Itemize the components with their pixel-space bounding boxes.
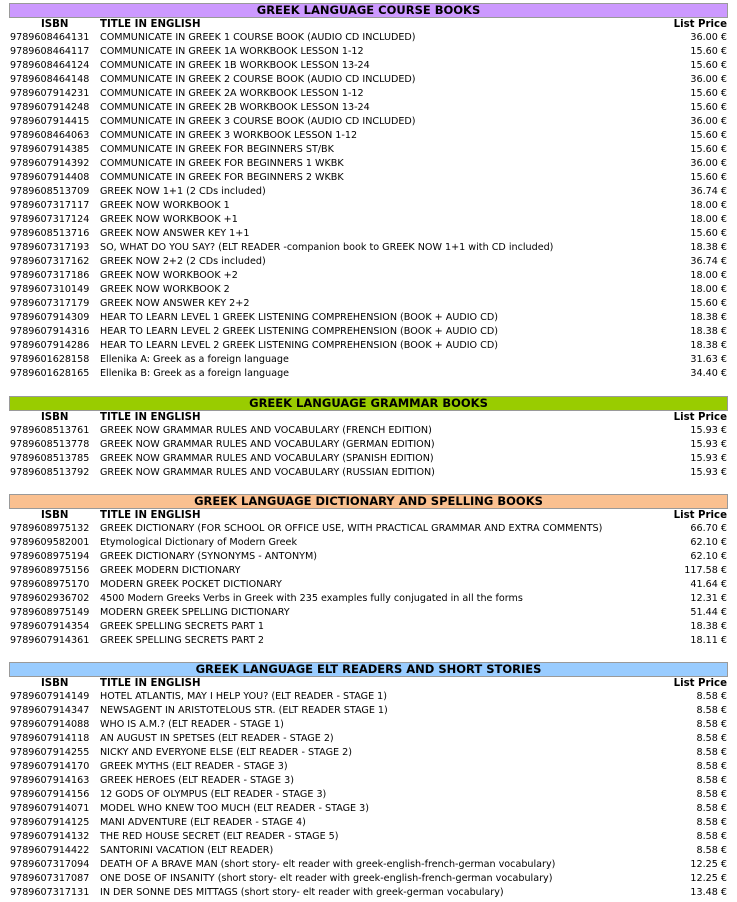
title-cell: GREEK NOW ANSWER KEY 2+2: [100, 298, 250, 309]
price-cell: 18.38 €: [690, 312, 727, 323]
isbn-cell: 9789607914422: [10, 845, 90, 856]
price-header: List Price: [673, 678, 727, 689]
isbn-cell: 9789607914156: [10, 789, 90, 800]
isbn-cell: 9789607914088: [10, 719, 90, 730]
table-row: [0, 760, 737, 774]
isbn-cell: 9789607317193: [10, 242, 90, 253]
column-headers: [0, 677, 737, 690]
title-cell: COMMUNICATE IN GREEK 2A WORKBOOK LESSON 1-12: [100, 88, 364, 99]
table-row: [0, 269, 737, 283]
title-cell: GREEK NOW WORKBOOK +2: [100, 270, 238, 281]
isbn-cell: 9789608464063: [10, 130, 90, 141]
price-cell: 36.00 €: [690, 158, 727, 169]
isbn-cell: 9789607914361: [10, 635, 90, 646]
title-cell: 12 GODS OF OLYMPUS (ELT READER - STAGE 3): [100, 789, 327, 800]
price-cell: 15.60 €: [690, 144, 727, 155]
isbn-cell: 9789607914170: [10, 761, 90, 772]
title-cell: HEAR TO LEARN LEVEL 2 GREEK LISTENING COMPREHENSION (BOOK + AUDIO CD): [100, 326, 498, 337]
isbn-cell: 9789607914354: [10, 621, 90, 632]
price-cell: 15.60 €: [690, 130, 727, 141]
title-cell: GREEK NOW ANSWER KEY 1+1: [100, 228, 250, 239]
isbn-cell: 9789607914118: [10, 733, 90, 744]
price-header: List Price: [673, 412, 727, 423]
price-cell: 12.31 €: [690, 593, 727, 604]
table-row: [0, 606, 737, 620]
title-cell: GREEK MYTHS (ELT READER - STAGE 3): [100, 761, 288, 772]
title-cell: GREEK NOW GRAMMAR RULES AND VOCABULARY (FRENCH EDITION): [100, 425, 432, 436]
table-row: [0, 522, 737, 536]
title-cell: Etymological Dictionary of Modern Greek: [100, 537, 297, 548]
title-cell: IN DER SONNE DES MITTAGS (short story- elt reader with greek-german vocabulary): [100, 887, 504, 898]
table-row: [0, 592, 737, 606]
title-cell: COMMUNICATE IN GREEK 1B WORKBOOK LESSON 13-24: [100, 60, 370, 71]
price-cell: 12.25 €: [690, 873, 727, 884]
isbn-cell: 9789607317186: [10, 270, 90, 281]
table-row: [0, 466, 737, 480]
price-cell: 15.60 €: [690, 60, 727, 71]
table-row: [0, 578, 737, 592]
price-header: List Price: [673, 19, 727, 30]
column-headers: [0, 509, 737, 522]
title-header: TITLE IN ENGLISH: [100, 412, 201, 423]
isbn-cell: 9789608975194: [10, 551, 90, 562]
table-row: [0, 746, 737, 760]
isbn-header: ISBN: [41, 678, 69, 689]
isbn-cell: 9789607914125: [10, 817, 90, 828]
table-row: [0, 59, 737, 73]
table-row: [0, 143, 737, 157]
table-row: [0, 171, 737, 185]
table-row: [0, 199, 737, 213]
title-cell: GREEK SPELLING SECRETS PART 1: [100, 621, 264, 632]
title-cell: GREEK MODERN DICTIONARY: [100, 565, 241, 576]
section-title: GREEK LANGUAGE ELT READERS AND SHORT STORIES: [9, 662, 728, 677]
title-cell: COMMUNICATE IN GREEK FOR BEGINNERS 1 WKBK: [100, 158, 344, 169]
title-cell: GREEK NOW GRAMMAR RULES AND VOCABULARY (SPANISH EDITION): [100, 453, 434, 464]
price-cell: 8.58 €: [696, 817, 727, 828]
title-cell: GREEK SPELLING SECRETS PART 2: [100, 635, 264, 646]
isbn-cell: 9789608464124: [10, 60, 90, 71]
isbn-cell: 9789607914415: [10, 116, 90, 127]
isbn-cell: 9789601628158: [10, 354, 90, 365]
title-cell: COMMUNICATE IN GREEK FOR BEGINNERS 2 WKBK: [100, 172, 344, 183]
table-row: [0, 438, 737, 452]
isbn-cell: 9789607914316: [10, 326, 90, 337]
price-cell: 117.58 €: [684, 565, 727, 576]
price-cell: 8.58 €: [696, 831, 727, 842]
isbn-cell: 9789607317131: [10, 887, 90, 898]
table-row: [0, 732, 737, 746]
isbn-cell: 9789608975170: [10, 579, 90, 590]
table-row: [0, 816, 737, 830]
title-cell: MODEL WHO KNEW TOO MUCH (ELT READER - STAGE 3): [100, 803, 370, 814]
table-row: [0, 858, 737, 872]
title-cell: GREEK NOW WORKBOOK +1: [100, 214, 238, 225]
price-cell: 15.60 €: [690, 298, 727, 309]
price-cell: 8.58 €: [696, 719, 727, 730]
title-cell: MODERN GREEK POCKET DICTIONARY: [100, 579, 282, 590]
table-row: [0, 297, 737, 311]
title-cell: GREEK NOW GRAMMAR RULES AND VOCABULARY (GERMAN EDITION): [100, 439, 435, 450]
table-row: [0, 367, 737, 381]
isbn-cell: 9789607317162: [10, 256, 90, 267]
title-cell: GREEK DICTIONARY (FOR SCHOOL OR OFFICE USE, WITH PRACTICAL GRAMMAR AND EXTRA COMMENTS): [100, 523, 603, 534]
isbn-header: ISBN: [41, 510, 69, 521]
isbn-cell: 9789607914408: [10, 172, 90, 183]
table-row: [0, 325, 737, 339]
title-cell: AN AUGUST IN SPETSES (ELT READER - STAGE 2): [100, 733, 334, 744]
price-cell: 62.10 €: [690, 551, 727, 562]
table-row: [0, 241, 737, 255]
price-cell: 18.38 €: [690, 340, 727, 351]
title-cell: DEATH OF A BRAVE MAN (short story- elt reader with greek-english-french-german vocabulary): [100, 859, 556, 870]
price-cell: 66.70 €: [690, 523, 727, 534]
price-cell: 8.58 €: [696, 761, 727, 772]
isbn-cell: 9789608513761: [10, 425, 90, 436]
price-cell: 36.00 €: [690, 116, 727, 127]
price-cell: 18.00 €: [690, 284, 727, 295]
table-row: [0, 353, 737, 367]
title-cell: HEAR TO LEARN LEVEL 1 GREEK LISTENING COMPREHENSION (BOOK + AUDIO CD): [100, 312, 498, 323]
table-row: [0, 87, 737, 101]
price-header: List Price: [673, 510, 727, 521]
price-cell: 8.58 €: [696, 733, 727, 744]
isbn-cell: 9789607317124: [10, 214, 90, 225]
table-row: [0, 157, 737, 171]
isbn-cell: 9789607317094: [10, 859, 90, 870]
title-cell: Ellenika B: Greek as a foreign language: [100, 368, 290, 379]
price-cell: 13.48 €: [690, 887, 727, 898]
table-row: [0, 31, 737, 45]
table-row: [0, 774, 737, 788]
title-cell: 4500 Modern Greeks Verbs in Greek with 235 examples fully conjugated in all the forms: [100, 593, 523, 604]
isbn-cell: 9789607317179: [10, 298, 90, 309]
section-title: GREEK LANGUAGE DICTIONARY AND SPELLING BOOKS: [9, 494, 728, 509]
price-cell: 18.11 €: [690, 635, 727, 646]
title-cell: COMMUNICATE IN GREEK 1A WORKBOOK LESSON 1-12: [100, 46, 364, 57]
title-cell: COMMUNICATE IN GREEK FOR BEGINNERS ST/BK: [100, 144, 334, 155]
table-row: [0, 452, 737, 466]
title-cell: HOTEL ATLANTIS, MAY I HELP YOU? (ELT READER - STAGE 1): [100, 691, 388, 702]
title-cell: NEWSAGENT IN ARISTOTELOUS STR. (ELT READER STAGE 1): [100, 705, 388, 716]
title-cell: COMMUNICATE IN GREEK 2 COURSE BOOK (AUDIO CD INCLUDED): [100, 74, 416, 85]
table-row: [0, 101, 737, 115]
title-cell: GREEK DICTIONARY (SYNONYMS - ANTONYM): [100, 551, 318, 562]
table-row: [0, 872, 737, 886]
isbn-cell: 9789608513716: [10, 228, 90, 239]
title-cell: WHO IS A.M.? (ELT READER - STAGE 1): [100, 719, 284, 730]
price-cell: 15.93 €: [690, 453, 727, 464]
table-row: [0, 45, 737, 59]
table-row: [0, 844, 737, 858]
section-title: GREEK LANGUAGE GRAMMAR BOOKS: [9, 396, 728, 411]
table-row: [0, 227, 737, 241]
isbn-header: ISBN: [41, 19, 69, 30]
table-row: [0, 311, 737, 325]
price-cell: 18.00 €: [690, 214, 727, 225]
price-cell: 18.38 €: [690, 326, 727, 337]
column-headers: [0, 411, 737, 424]
title-cell: NICKY AND EVERYONE ELSE (ELT READER - STAGE 2): [100, 747, 352, 758]
isbn-cell: 9789608513785: [10, 453, 90, 464]
price-cell: 18.00 €: [690, 270, 727, 281]
price-cell: 34.40 €: [690, 368, 727, 379]
isbn-cell: 9789607914286: [10, 340, 90, 351]
table-row: [0, 550, 737, 564]
table-row: [0, 718, 737, 732]
title-header: TITLE IN ENGLISH: [100, 510, 201, 521]
table-row: [0, 115, 737, 129]
price-cell: 8.58 €: [696, 747, 727, 758]
price-cell: 36.74 €: [690, 186, 727, 197]
price-cell: 12.25 €: [690, 859, 727, 870]
isbn-header: ISBN: [41, 412, 69, 423]
price-cell: 15.93 €: [690, 467, 727, 478]
price-cell: 8.58 €: [696, 845, 727, 856]
table-row: [0, 255, 737, 269]
table-row: [0, 690, 737, 704]
section-title: GREEK LANGUAGE COURSE BOOKS: [9, 3, 728, 18]
price-cell: 8.58 €: [696, 789, 727, 800]
table-row: [0, 830, 737, 844]
price-cell: 36.00 €: [690, 74, 727, 85]
isbn-cell: 9789607914248: [10, 102, 90, 113]
price-cell: 36.74 €: [690, 256, 727, 267]
title-header: TITLE IN ENGLISH: [100, 678, 201, 689]
table-row: [0, 339, 737, 353]
title-cell: COMMUNICATE IN GREEK 2B WORKBOOK LESSON 13-24: [100, 102, 370, 113]
table-row: [0, 886, 737, 900]
price-cell: 18.00 €: [690, 200, 727, 211]
isbn-cell: 9789607317117: [10, 200, 90, 211]
price-cell: 15.60 €: [690, 172, 727, 183]
price-cell: 8.58 €: [696, 691, 727, 702]
title-cell: COMMUNICATE IN GREEK 3 COURSE BOOK (AUDIO CD INCLUDED): [100, 116, 416, 127]
isbn-cell: 9789608975149: [10, 607, 90, 618]
isbn-cell: 9789608513709: [10, 186, 90, 197]
isbn-cell: 9789607310149: [10, 284, 90, 295]
table-row: [0, 564, 737, 578]
isbn-cell: 9789607914309: [10, 312, 90, 323]
title-cell: GREEK NOW 2+2 (2 CDs included): [100, 256, 266, 267]
table-row: [0, 213, 737, 227]
title-cell: ONE DOSE OF INSANITY (short story- elt reader with greek-english-french-german vocabulary): [100, 873, 553, 884]
price-cell: 36.00 €: [690, 32, 727, 43]
title-cell: THE RED HOUSE SECRET (ELT READER - STAGE 5): [100, 831, 339, 842]
isbn-cell: 9789607914255: [10, 747, 90, 758]
table-row: [0, 788, 737, 802]
price-cell: 62.10 €: [690, 537, 727, 548]
title-cell: HEAR TO LEARN LEVEL 2 GREEK LISTENING COMPREHENSION (BOOK + AUDIO CD): [100, 340, 498, 351]
title-cell: GREEK NOW WORKBOOK 2: [100, 284, 230, 295]
isbn-cell: 9789608464117: [10, 46, 90, 57]
isbn-cell: 9789601628165: [10, 368, 90, 379]
isbn-cell: 9789608464131: [10, 32, 90, 43]
title-cell: COMMUNICATE IN GREEK 3 WORKBOOK LESSON 1-12: [100, 130, 358, 141]
title-cell: GREEK NOW 1+1 (2 CDs included): [100, 186, 266, 197]
price-cell: 41.64 €: [690, 579, 727, 590]
table-row: [0, 704, 737, 718]
title-cell: COMMUNICATE IN GREEK 1 COURSE BOOK (AUDIO CD INCLUDED): [100, 32, 416, 43]
price-cell: 18.38 €: [690, 242, 727, 253]
table-row: [0, 283, 737, 297]
title-header: TITLE IN ENGLISH: [100, 19, 201, 30]
price-cell: 31.63 €: [690, 354, 727, 365]
price-cell: 15.93 €: [690, 425, 727, 436]
isbn-cell: 9789607914132: [10, 831, 90, 842]
title-cell: MODERN GREEK SPELLING DICTIONARY: [100, 607, 290, 618]
table-row: [0, 73, 737, 87]
table-row: [0, 424, 737, 438]
isbn-cell: 9789607914231: [10, 88, 90, 99]
isbn-cell: 9789608464148: [10, 74, 90, 85]
isbn-cell: 9789607914149: [10, 691, 90, 702]
isbn-cell: 9789608975156: [10, 565, 90, 576]
title-cell: GREEK HEROES (ELT READER - STAGE 3): [100, 775, 294, 786]
isbn-cell: 9789607914347: [10, 705, 90, 716]
table-row: [0, 634, 737, 648]
isbn-cell: 9789607914392: [10, 158, 90, 169]
title-cell: SO, WHAT DO YOU SAY? (ELT READER -companion book to GREEK NOW 1+1 with CD included): [100, 242, 554, 253]
isbn-cell: 9789607914071: [10, 803, 90, 814]
price-cell: 15.93 €: [690, 439, 727, 450]
price-cell: 18.38 €: [690, 621, 727, 632]
isbn-cell: 9789609582001: [10, 537, 90, 548]
price-cell: 15.60 €: [690, 102, 727, 113]
column-headers: [0, 18, 737, 31]
title-cell: MANI ADVENTURE (ELT READER - STAGE 4): [100, 817, 306, 828]
table-row: [0, 536, 737, 550]
price-cell: 8.58 €: [696, 775, 727, 786]
title-cell: GREEK NOW WORKBOOK 1: [100, 200, 230, 211]
price-cell: 8.58 €: [696, 803, 727, 814]
isbn-cell: 9789608513778: [10, 439, 90, 450]
title-cell: SANTORINI VACATION (ELT READER): [100, 845, 274, 856]
price-cell: 51.44 €: [690, 607, 727, 618]
isbn-cell: 9789608513792: [10, 467, 90, 478]
table-row: [0, 185, 737, 199]
price-cell: 15.60 €: [690, 228, 727, 239]
price-cell: 8.58 €: [696, 705, 727, 716]
table-row: [0, 129, 737, 143]
title-cell: GREEK NOW GRAMMAR RULES AND VOCABULARY (RUSSIAN EDITION): [100, 467, 435, 478]
price-cell: 15.60 €: [690, 46, 727, 57]
isbn-cell: 9789607317087: [10, 873, 90, 884]
table-row: [0, 802, 737, 816]
isbn-cell: 9789607914385: [10, 144, 90, 155]
table-row: [0, 620, 737, 634]
isbn-cell: 9789602936702: [10, 593, 90, 604]
price-cell: 15.60 €: [690, 88, 727, 99]
isbn-cell: 9789608975132: [10, 523, 90, 534]
isbn-cell: 9789607914163: [10, 775, 90, 786]
title-cell: Ellenika A: Greek as a foreign language: [100, 354, 289, 365]
